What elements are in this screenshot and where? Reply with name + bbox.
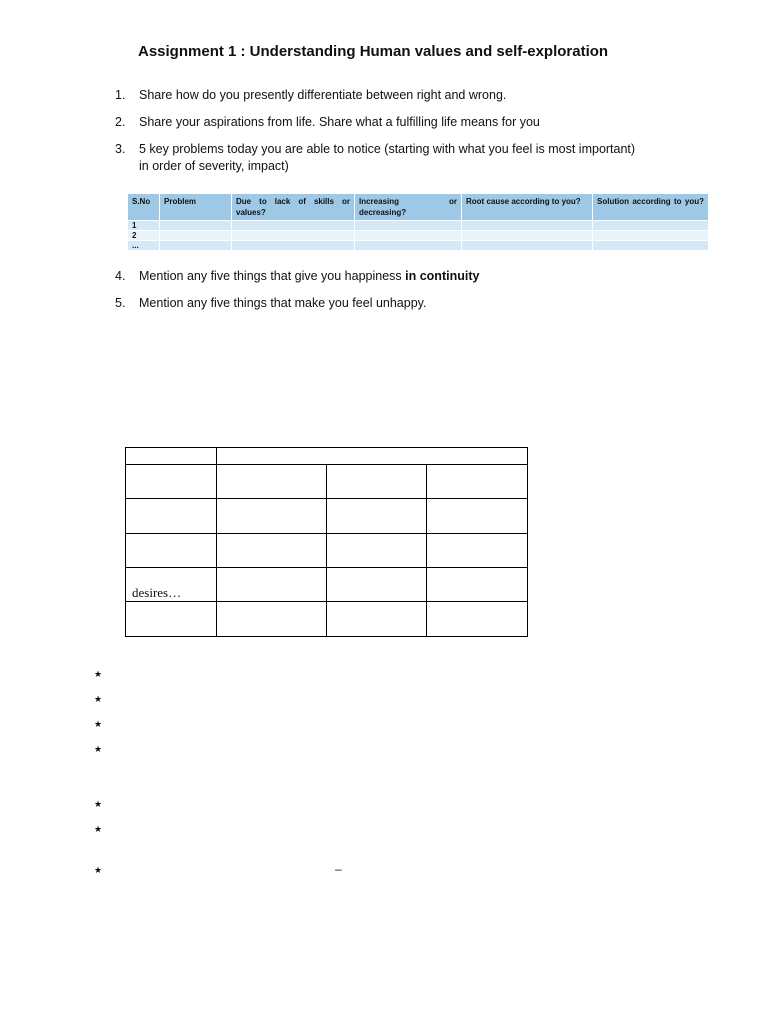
- column-header-root-cause: Root cause according to you?: [462, 194, 593, 221]
- star-bullet-icon: ★: [94, 719, 103, 729]
- grid-line: [426, 464, 427, 637]
- table-row: [128, 221, 709, 231]
- row-number: ...: [128, 241, 160, 251]
- grid-line: [125, 447, 126, 637]
- star-bullet-icon: ★: [94, 694, 103, 704]
- star-bullet-icon: ★: [94, 865, 103, 875]
- question-text: Mention any five things that give you happiness: [139, 269, 406, 283]
- question-number: 5.: [115, 296, 126, 310]
- grid-cell-desires: desires…: [132, 585, 182, 600]
- question-text: Share how do you presently differentiate between right and wrong.: [139, 88, 507, 102]
- question-continuation: in order of severity, impact): [139, 159, 289, 173]
- question-number: 3.: [115, 142, 126, 156]
- column-header-trend: Increasing or decreasing?: [355, 194, 462, 221]
- column-header-skills-values: Due to lack of skills or values?: [232, 194, 355, 221]
- column-header-sno: S.No: [128, 194, 160, 221]
- question-5: [115, 296, 426, 310]
- table-header-row: [128, 194, 709, 221]
- star-bullet-icon: ★: [94, 799, 103, 809]
- question-text: Mention any five things that make you feel unhappy.: [139, 296, 427, 310]
- grid-line: [125, 447, 528, 448]
- column-header-solution: Solution according to you?: [593, 194, 709, 221]
- star-bullet-icon: ★: [94, 669, 103, 679]
- question-1: [115, 88, 506, 102]
- blank-grid-table: [125, 447, 528, 637]
- grid-line: [216, 447, 217, 637]
- problems-table: [127, 193, 709, 251]
- table-row: [128, 231, 709, 241]
- question-3: [115, 142, 635, 173]
- star-bullet-icon: ★: [94, 744, 103, 754]
- question-2: [115, 115, 540, 129]
- question-text: 5 key problems today you are able to notice (starting with what you feel is most important): [139, 142, 636, 156]
- star-bullet-icon: ★: [94, 824, 103, 834]
- question-number: 2.: [115, 115, 126, 129]
- question-text: Share your aspirations from life. Share what a fulfilling life means for you: [139, 115, 540, 129]
- grid-line: [527, 447, 528, 637]
- question-emphasis: in continuity: [405, 269, 480, 283]
- row-number: 2: [128, 231, 160, 241]
- table-row: [128, 241, 709, 251]
- question-number: 4.: [115, 269, 126, 283]
- assignment-title: Assignment 1 : Understanding Human values and self-exploration: [138, 43, 609, 60]
- dash-mark: –: [335, 862, 342, 876]
- column-header-problem: Problem: [160, 194, 232, 221]
- question-number: 1.: [115, 88, 126, 102]
- grid-line: [326, 464, 327, 637]
- row-number: 1: [128, 221, 160, 231]
- question-4: [115, 269, 479, 283]
